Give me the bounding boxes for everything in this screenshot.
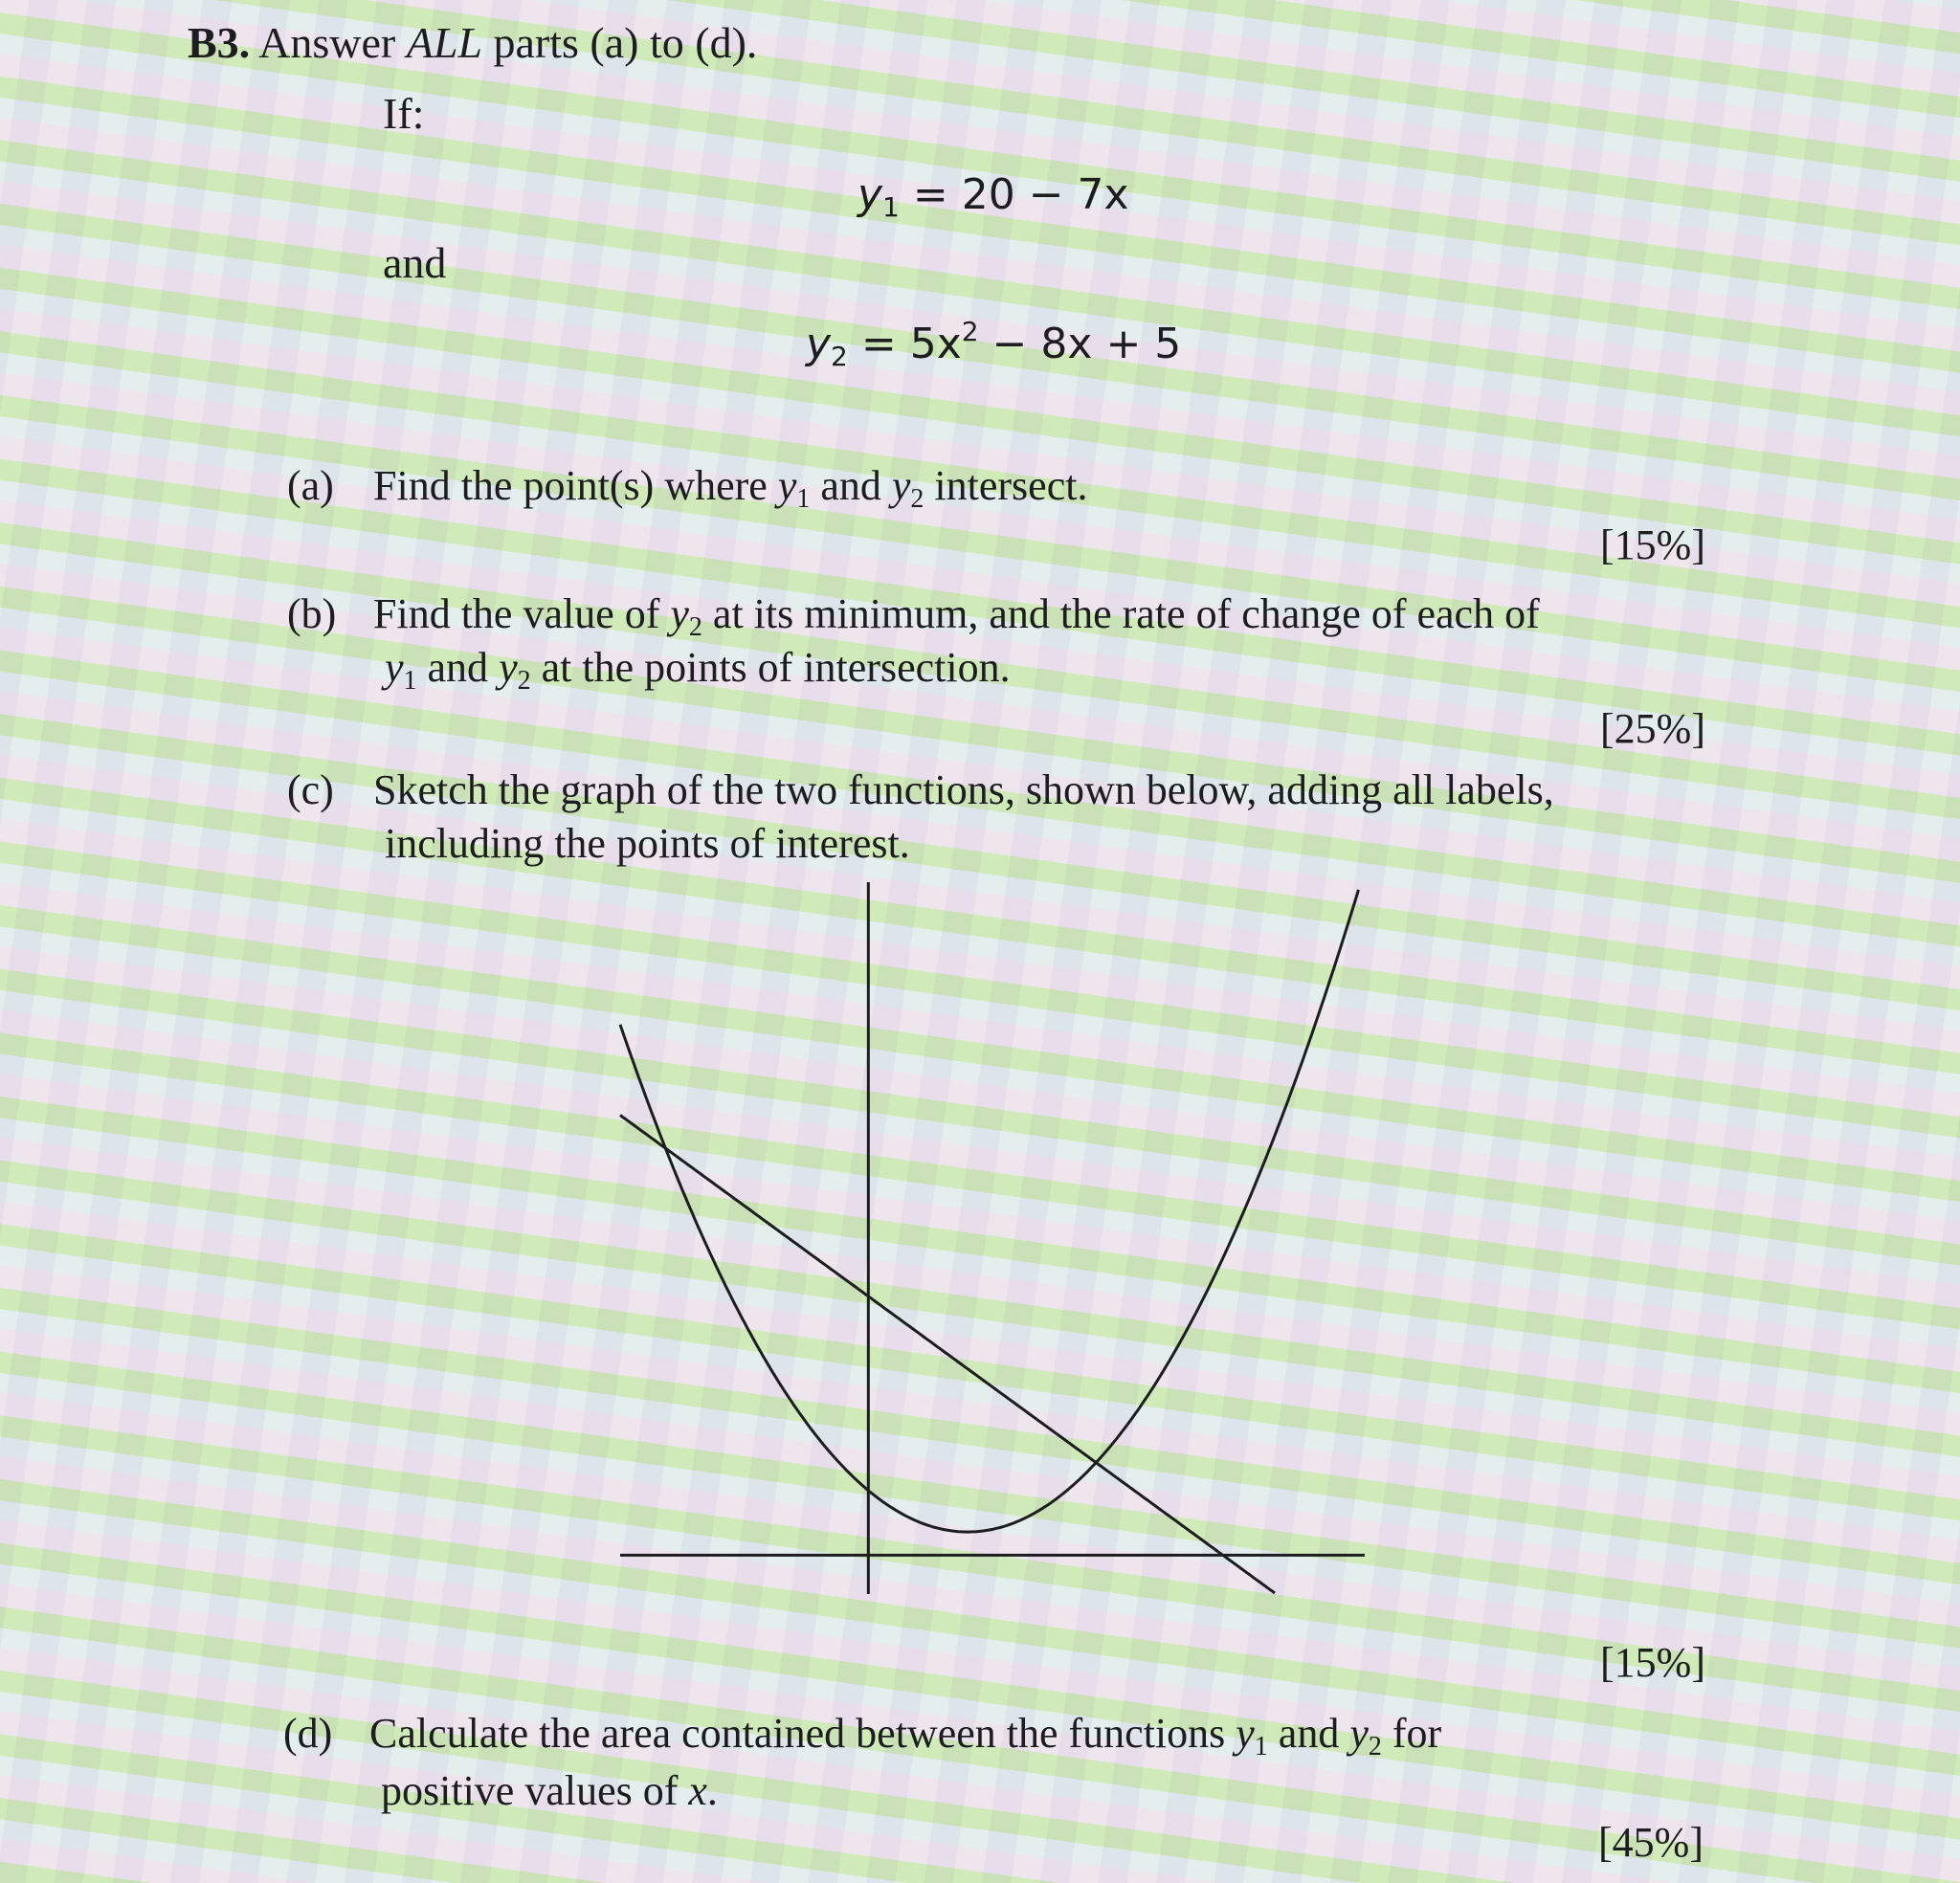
var-y2-sub: 2: [1368, 1732, 1382, 1761]
part-b-line2-suffix: at the points of intersection.: [530, 644, 1011, 691]
equation-y2: [806, 316, 1181, 372]
var-y2-sub: 2: [910, 484, 924, 514]
eq2-rhs-a: = 5x: [847, 320, 962, 368]
part-d-line1: [283, 1709, 1441, 1762]
part-c-line2: including the points of interest.: [385, 820, 910, 867]
var-y2: y: [670, 590, 689, 637]
part-d-text-mid: and: [1267, 1710, 1350, 1757]
eq2-power: 2: [961, 316, 979, 347]
part-b-line1: [287, 589, 1540, 643]
part-c-line1: [287, 765, 1554, 814]
part-d-line2-prefix: positive values of: [381, 1767, 689, 1814]
part-a-label: (a): [287, 462, 334, 509]
eq2-sub: 2: [831, 341, 848, 372]
part-d-label: (d): [283, 1710, 333, 1757]
intro-emphasis: ALL: [406, 18, 482, 67]
var-y2: y: [499, 644, 518, 691]
part-d-marks: [45%]: [1598, 1819, 1704, 1866]
eq2-lhs: y: [806, 320, 832, 368]
part-b-line2-mid: and: [416, 644, 500, 691]
part-b-text-prefix: Find the value of: [373, 590, 671, 637]
and-label: and: [383, 238, 447, 287]
part-a-text-suffix: intersect.: [924, 462, 1088, 509]
part-c-label: (c): [287, 766, 334, 813]
part-d-line2-suffix: .: [706, 1767, 718, 1814]
question-number: B3.: [188, 18, 251, 67]
intro-suffix: parts (a) to (d).: [493, 18, 758, 67]
function-sketch-chart: [609, 876, 1393, 1604]
part-a-marks: [15%]: [1600, 521, 1705, 568]
intro-prefix: Answer: [258, 18, 396, 67]
var-y2: y: [1349, 1710, 1369, 1757]
part-a: [287, 461, 1087, 515]
if-label: If:: [383, 89, 425, 138]
eq1-sub: 1: [882, 191, 900, 223]
var-y1: y: [385, 644, 404, 691]
part-d-text-suffix: for: [1381, 1710, 1442, 1757]
var-y2-sub: 2: [688, 612, 702, 642]
part-d-text-prefix: Calculate the area contained between the functions: [369, 1710, 1236, 1757]
var-y1: y: [777, 462, 797, 509]
part-c-text-line1: Sketch the graph of the two functions, shown below, adding all labels,: [373, 766, 1554, 813]
part-c-marks: [15%]: [1600, 1639, 1705, 1686]
var-x: x: [688, 1767, 707, 1814]
part-a-text-mid: and: [810, 462, 892, 509]
part-a-text-prefix: Find the point(s) where: [373, 462, 778, 509]
var-y2: y: [891, 462, 911, 509]
eq1-rhs: = 20 − 7x: [899, 170, 1129, 219]
part-d-line2: [381, 1766, 718, 1815]
eq1-lhs: y: [858, 170, 883, 219]
var-y1: y: [1236, 1710, 1255, 1757]
equation-y1: [858, 170, 1129, 223]
series-line-y1: [620, 1116, 1275, 1594]
var-y1-sub: 1: [796, 484, 811, 514]
eq2-rhs-b: − 8x + 5: [978, 320, 1182, 368]
series-curve-y2: [620, 890, 1359, 1532]
part-b-text-suffix: at its minimum, and the rate of change of each of: [702, 590, 1540, 637]
var-y1-sub: 1: [403, 666, 417, 696]
part-b-label: (b): [287, 590, 337, 637]
var-y1-sub: 1: [1254, 1732, 1268, 1761]
part-b-marks: [25%]: [1600, 705, 1705, 752]
question-header: [188, 17, 757, 68]
var-y2-sub: 2: [517, 666, 531, 696]
part-b-line2: [385, 643, 1011, 697]
